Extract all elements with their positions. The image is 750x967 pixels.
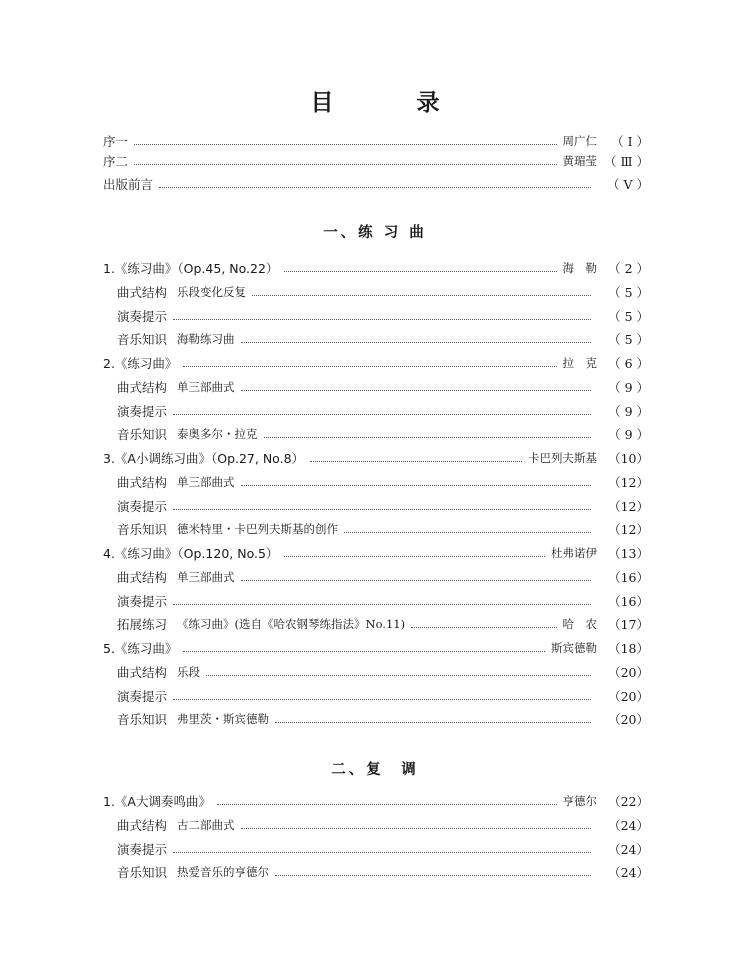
dot-leader <box>183 365 556 367</box>
toc-entry-label: 演奏提示 <box>117 404 168 419</box>
toc-entry[interactable] <box>0 149 750 173</box>
toc-entry-title <box>117 283 246 301</box>
toc-entry-label: 拓展练习 <box>117 617 168 632</box>
dot-leader <box>173 698 591 700</box>
toc-entry-page: （22） <box>608 794 649 809</box>
dot-leader <box>173 318 591 320</box>
toc-entry[interactable] <box>0 589 750 613</box>
toc-entry-author: 海 勒 <box>562 261 597 275</box>
toc-entry-author: 亨德尔 <box>562 794 597 808</box>
toc-entry-page: （24） <box>608 842 649 857</box>
toc-entry-label: 3.《A小调练习曲》（Op.27, No.8） <box>103 451 305 466</box>
dot-leader <box>252 294 591 296</box>
toc-entry-author: 哈 农 <box>562 617 597 631</box>
dot-leader <box>275 721 591 723</box>
dot-leader <box>241 484 591 486</box>
dot-leader <box>159 186 591 188</box>
toc-entry-author: 斯宾德勒 <box>551 641 597 655</box>
toc-entry-label: 音乐知识 <box>117 865 168 880</box>
toc-entry-page: （12） <box>608 475 649 490</box>
toc-entry[interactable] <box>0 837 750 861</box>
toc-entry-author: 黄瑂莹 <box>562 154 597 168</box>
toc-entry-label: 1.《练习曲》（Op.45, No.22） <box>103 261 279 276</box>
toc-entry-page: （ 5 ） <box>608 309 649 324</box>
dot-leader <box>264 436 591 438</box>
toc-entry-label: 演奏提示 <box>117 689 168 704</box>
toc-entry-page: （24） <box>608 865 649 880</box>
toc-entry[interactable] <box>0 399 750 423</box>
toc-entry-label: 5.《练习曲》 <box>103 641 178 656</box>
dot-leader <box>284 270 556 272</box>
toc-entry-page: （18） <box>608 641 649 656</box>
toc-entry-title <box>103 792 211 810</box>
toc-entry[interactable] <box>0 541 750 565</box>
toc-entry-page: （ 5 ） <box>608 285 649 300</box>
toc-entry-title <box>117 425 258 443</box>
dot-leader <box>411 626 556 628</box>
toc-entry-title <box>117 568 235 586</box>
dot-leader <box>241 827 591 829</box>
toc-entry-title <box>103 639 177 657</box>
toc-entry-page: （ 5 ） <box>608 332 649 347</box>
toc-entry[interactable] <box>0 304 750 328</box>
toc-entry-title <box>103 354 177 372</box>
toc-entry-label: 音乐知识 <box>117 522 168 537</box>
toc-entry-author: 杜弗诺伊 <box>551 546 597 560</box>
dot-leader <box>173 603 591 605</box>
toc-entry-label: 曲式结构 <box>117 665 168 680</box>
toc-entry-page: （13） <box>608 546 649 561</box>
toc-entry-title <box>103 175 153 193</box>
toc-entry-title <box>117 687 167 705</box>
toc-entry-title <box>117 497 167 515</box>
toc-entry-label: 1.《A大调奏鸣曲》 <box>103 794 211 809</box>
toc-entry[interactable] <box>0 351 750 375</box>
toc-entry-label: 曲式结构 <box>117 380 168 395</box>
toc-entry-title <box>117 863 269 881</box>
toc-entry-subtitle: 乐段变化反复 <box>177 285 247 299</box>
toc-entry-subtitle: 单三部曲式 <box>177 570 235 584</box>
dot-leader <box>173 851 591 853</box>
toc-entry-page: （ 6 ） <box>608 356 649 371</box>
toc-entry-title <box>103 544 278 562</box>
dot-leader <box>183 650 545 652</box>
dot-leader <box>134 143 556 145</box>
toc-entry-page: （20） <box>608 712 649 727</box>
toc-entry-page: （ 9 ） <box>608 427 649 442</box>
toc-entry-label: 音乐知识 <box>117 712 168 727</box>
toc-entry[interactable] <box>0 660 750 684</box>
toc-entry-label: 曲式结构 <box>117 570 168 585</box>
section-heading: 二、复 调 <box>331 762 419 778</box>
toc-entry-page: （20） <box>608 689 649 704</box>
toc-entry-label: 音乐知识 <box>117 332 168 347</box>
toc-entry-page: （ 9 ） <box>608 404 649 419</box>
toc-entry-label: 演奏提示 <box>117 842 168 857</box>
toc-entry-page: （ 9 ） <box>608 380 649 395</box>
toc-entry-label: 出版前言 <box>103 177 154 192</box>
toc-entry[interactable] <box>0 256 750 280</box>
toc-entry-label: 演奏提示 <box>117 309 168 324</box>
toc-entry[interactable] <box>0 494 750 518</box>
toc-entry-page: （ Ⅴ ） <box>607 177 649 192</box>
toc-entry-label: 2.《练习曲》 <box>103 356 178 371</box>
toc-entry-page: （16） <box>608 570 649 585</box>
toc-entry-label: 曲式结构 <box>117 475 168 490</box>
toc-entry-page: （12） <box>608 522 649 537</box>
dot-leader <box>241 389 591 391</box>
toc-entry-page: （ 2 ） <box>608 261 649 276</box>
toc-entry-page: （20） <box>608 665 649 680</box>
dot-leader <box>134 163 556 165</box>
toc-entry-title <box>103 152 128 170</box>
toc-entry-author: 拉 克 <box>562 356 597 370</box>
dot-leader <box>284 555 545 557</box>
toc-entry-label: 4.《练习曲》（Op.120, No.5） <box>103 546 279 561</box>
toc-entry[interactable] <box>0 327 750 351</box>
dot-leader <box>173 508 591 510</box>
toc-entry[interactable] <box>0 636 750 660</box>
toc-entry-subtitle: 弗里茨・斯宾德勒 <box>177 712 270 726</box>
toc-entry[interactable] <box>0 684 750 708</box>
toc-entry-title <box>103 259 278 277</box>
toc-entry[interactable] <box>0 565 750 589</box>
toc-entry-label: 曲式结构 <box>117 818 168 833</box>
toc-entry[interactable] <box>0 446 750 470</box>
toc-entry-page: （24） <box>608 818 649 833</box>
toc-entry-subtitle: 德米特里・卡巴列夫斯基的创作 <box>177 522 339 536</box>
toc-entry-author: 周广仁 <box>562 134 597 148</box>
toc-entry[interactable] <box>0 375 750 399</box>
toc-entry-title <box>117 840 167 858</box>
toc-entry-label: 演奏提示 <box>117 499 168 514</box>
toc-entry-label: 演奏提示 <box>117 594 168 609</box>
toc-entry-subtitle: 海勒练习曲 <box>177 332 235 346</box>
toc-entry-label: 音乐知识 <box>117 427 168 442</box>
dot-leader <box>173 413 591 415</box>
dot-leader <box>241 579 591 581</box>
toc-entry[interactable] <box>0 280 750 304</box>
toc-entry-label: 序一 <box>103 134 129 149</box>
toc-entry-title <box>103 449 304 467</box>
toc-entry-page: （ Ⅰ ） <box>611 134 649 149</box>
dot-leader <box>310 460 522 462</box>
toc-entry[interactable] <box>0 707 750 731</box>
dot-leader <box>206 674 591 676</box>
toc-entry-title <box>117 520 338 538</box>
section-heading: 一、练 习 曲 <box>323 225 427 241</box>
toc-entry-subtitle: 单三部曲式 <box>177 380 235 394</box>
toc-entry-title <box>117 663 200 681</box>
toc-entry[interactable] <box>0 789 750 813</box>
toc-entry-page: （16） <box>608 594 649 609</box>
toc-entry[interactable] <box>0 813 750 837</box>
toc-entry-label: 序二 <box>103 154 129 169</box>
toc-entry-page: （12） <box>608 499 649 514</box>
toc-entry[interactable] <box>0 860 750 884</box>
toc-entry-title <box>117 307 167 325</box>
toc-entry-title <box>117 378 235 396</box>
toc-entry-subtitle: 古二部曲式 <box>177 818 235 832</box>
toc-entry[interactable] <box>0 612 750 636</box>
dot-leader <box>217 803 557 805</box>
toc-entry-page: （10） <box>608 451 649 466</box>
toc-entry[interactable] <box>0 422 750 446</box>
toc-entry[interactable] <box>0 470 750 494</box>
dot-leader <box>241 341 591 343</box>
toc-entry-label: 曲式结构 <box>117 285 168 300</box>
dot-leader <box>275 874 591 876</box>
toc-entry-title <box>117 402 167 420</box>
toc-entry-title <box>117 710 269 728</box>
toc-entry-title <box>103 132 128 150</box>
toc-entry-subtitle: 泰奥多尔・拉克 <box>177 427 258 441</box>
toc-entry-subtitle: 单三部曲式 <box>177 475 235 489</box>
toc-entry-subtitle: 《练习曲》(选自《哈农钢琴练指法》No.11) <box>177 617 406 631</box>
toc-entry-page: （ Ⅲ ） <box>603 154 649 169</box>
toc-entry[interactable] <box>0 172 750 196</box>
toc-entry-page: （17） <box>608 617 649 632</box>
toc-entry-subtitle: 乐段 <box>177 665 201 679</box>
toc-entry[interactable] <box>0 517 750 541</box>
page-title: 目 录 <box>310 90 470 116</box>
toc-entry-subtitle: 热爱音乐的亨德尔 <box>177 865 270 879</box>
dot-leader <box>344 531 591 533</box>
toc-entry-title <box>117 473 235 491</box>
toc-entry-title <box>117 330 235 348</box>
toc-entry-author: 卡巴列夫斯基 <box>528 451 597 465</box>
toc-entry-title <box>117 816 235 834</box>
toc-entry-title <box>117 592 167 610</box>
toc-entry-title <box>117 615 405 633</box>
